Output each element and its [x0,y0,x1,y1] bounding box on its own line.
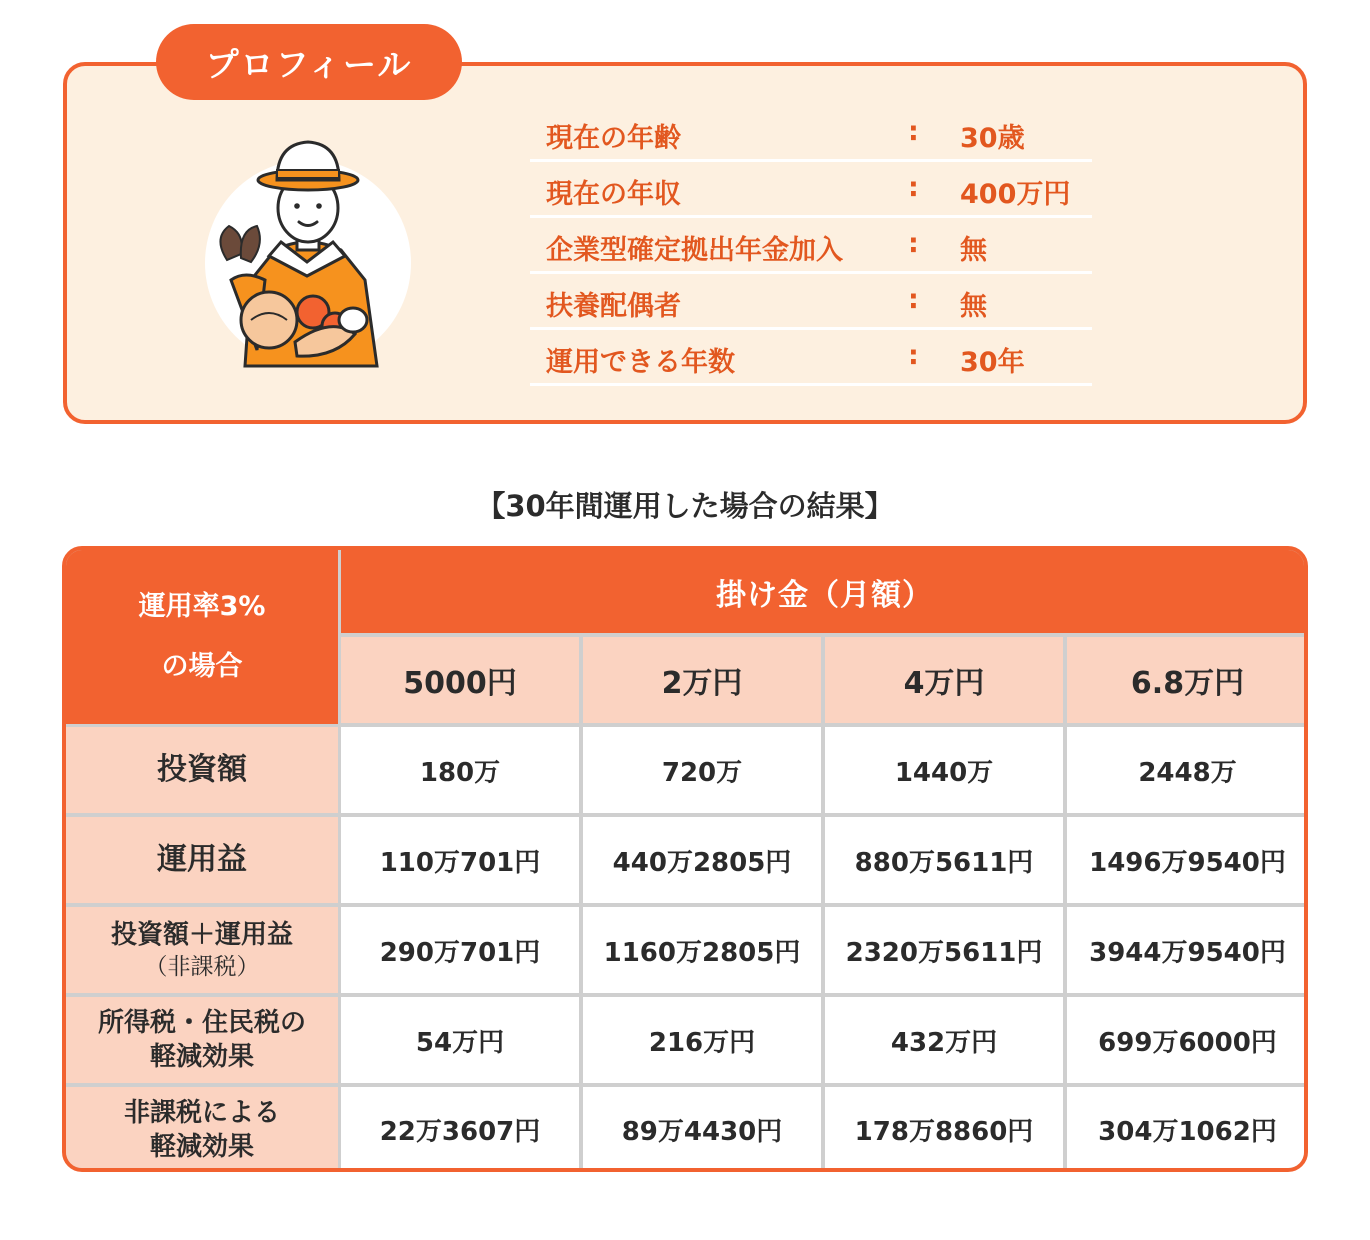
profile-tab: プロフィール [156,24,462,100]
result-title: 【30年間運用した場合の結果】 [476,489,894,523]
table-cell: 89万4430円 [583,1087,821,1172]
table-cell: 2448万 [1067,727,1308,813]
profile-label: 扶養配偶者 [546,291,681,322]
row-header-label-2: 軽減効果 [149,1131,254,1162]
table-cell: 2320万5611円 [825,907,1063,993]
table-cell: 699万6000円 [1067,997,1308,1083]
row-header-label: 運用益 [157,842,247,877]
corner-line-2: の場合 [161,651,243,682]
table-cell: 880万5611円 [825,817,1063,903]
table-cell: 304万1062円 [1067,1087,1308,1172]
profile-colon: : [908,340,919,371]
profile-value: 400万円 [960,179,1071,210]
table-cell: 432万円 [825,997,1063,1083]
profile-label: 現在の年齢 [546,123,681,154]
column-header: 2万円 [583,637,821,723]
table-cell: 54万円 [341,997,579,1083]
table-cell: 216万円 [583,997,821,1083]
table-cell: 1440万 [825,727,1063,813]
row-header-label: 投資額 [157,752,247,787]
row-header [66,727,338,813]
column-header: 5000円 [341,637,579,723]
profile-colon: : [908,228,919,259]
profile-colon: : [908,116,919,147]
table-cell: 178万8860円 [825,1087,1063,1172]
row-header-label: 非課税による [123,1097,280,1128]
result-table [62,546,1308,1172]
table-cell: 110万701円 [341,817,579,903]
profile-value: 無 [960,235,987,266]
profile-row-spouse [530,274,1092,330]
farmer-avatar [205,160,411,366]
table-cell: 1496万9540円 [1067,817,1308,903]
row-header-label-2: 軽減効果 [149,1042,254,1072]
row-header-sub: （非課税） [144,954,260,980]
farmer-with-vegetables-icon [205,130,411,366]
column-header: 6.8万円 [1067,637,1308,723]
profile-value: 30歳 [960,123,1025,154]
profile-label: 企業型確定拠出年金加入 [546,235,843,266]
column-header: 4万円 [825,637,1063,723]
row-header-label: 所得税・住民税の [97,1008,306,1038]
table-cell: 1160万2805円 [583,907,821,993]
profile-value: 無 [960,291,987,322]
table-cell: 290万701円 [341,907,579,993]
profile-row-age [530,106,1092,162]
profile-row-pension [530,218,1092,274]
table-corner [66,550,338,724]
profile-row-income [530,162,1092,218]
profile-colon: : [908,284,919,315]
table-cell: 3944万9540円 [1067,907,1308,993]
profile-label: 現在の年収 [546,179,681,210]
table-header-main: 掛け金（月額） [341,550,1308,633]
table-cell: 440万2805円 [583,817,821,903]
table-cell: 180万 [341,727,579,813]
row-header [66,997,338,1083]
profile-list [530,106,1092,386]
profile-row-years [530,330,1092,386]
corner-line-1: 運用率3% [138,591,266,622]
row-header [66,1087,338,1172]
row-header-label: 投資額＋運用益 [110,920,293,950]
profile-value: 30年 [960,347,1025,378]
profile-label: 運用できる年数 [546,347,735,378]
row-header [66,817,338,903]
table-cell: 22万3607円 [341,1087,579,1172]
profile-colon: : [908,172,919,203]
row-header [66,907,338,993]
table-cell: 720万 [583,727,821,813]
